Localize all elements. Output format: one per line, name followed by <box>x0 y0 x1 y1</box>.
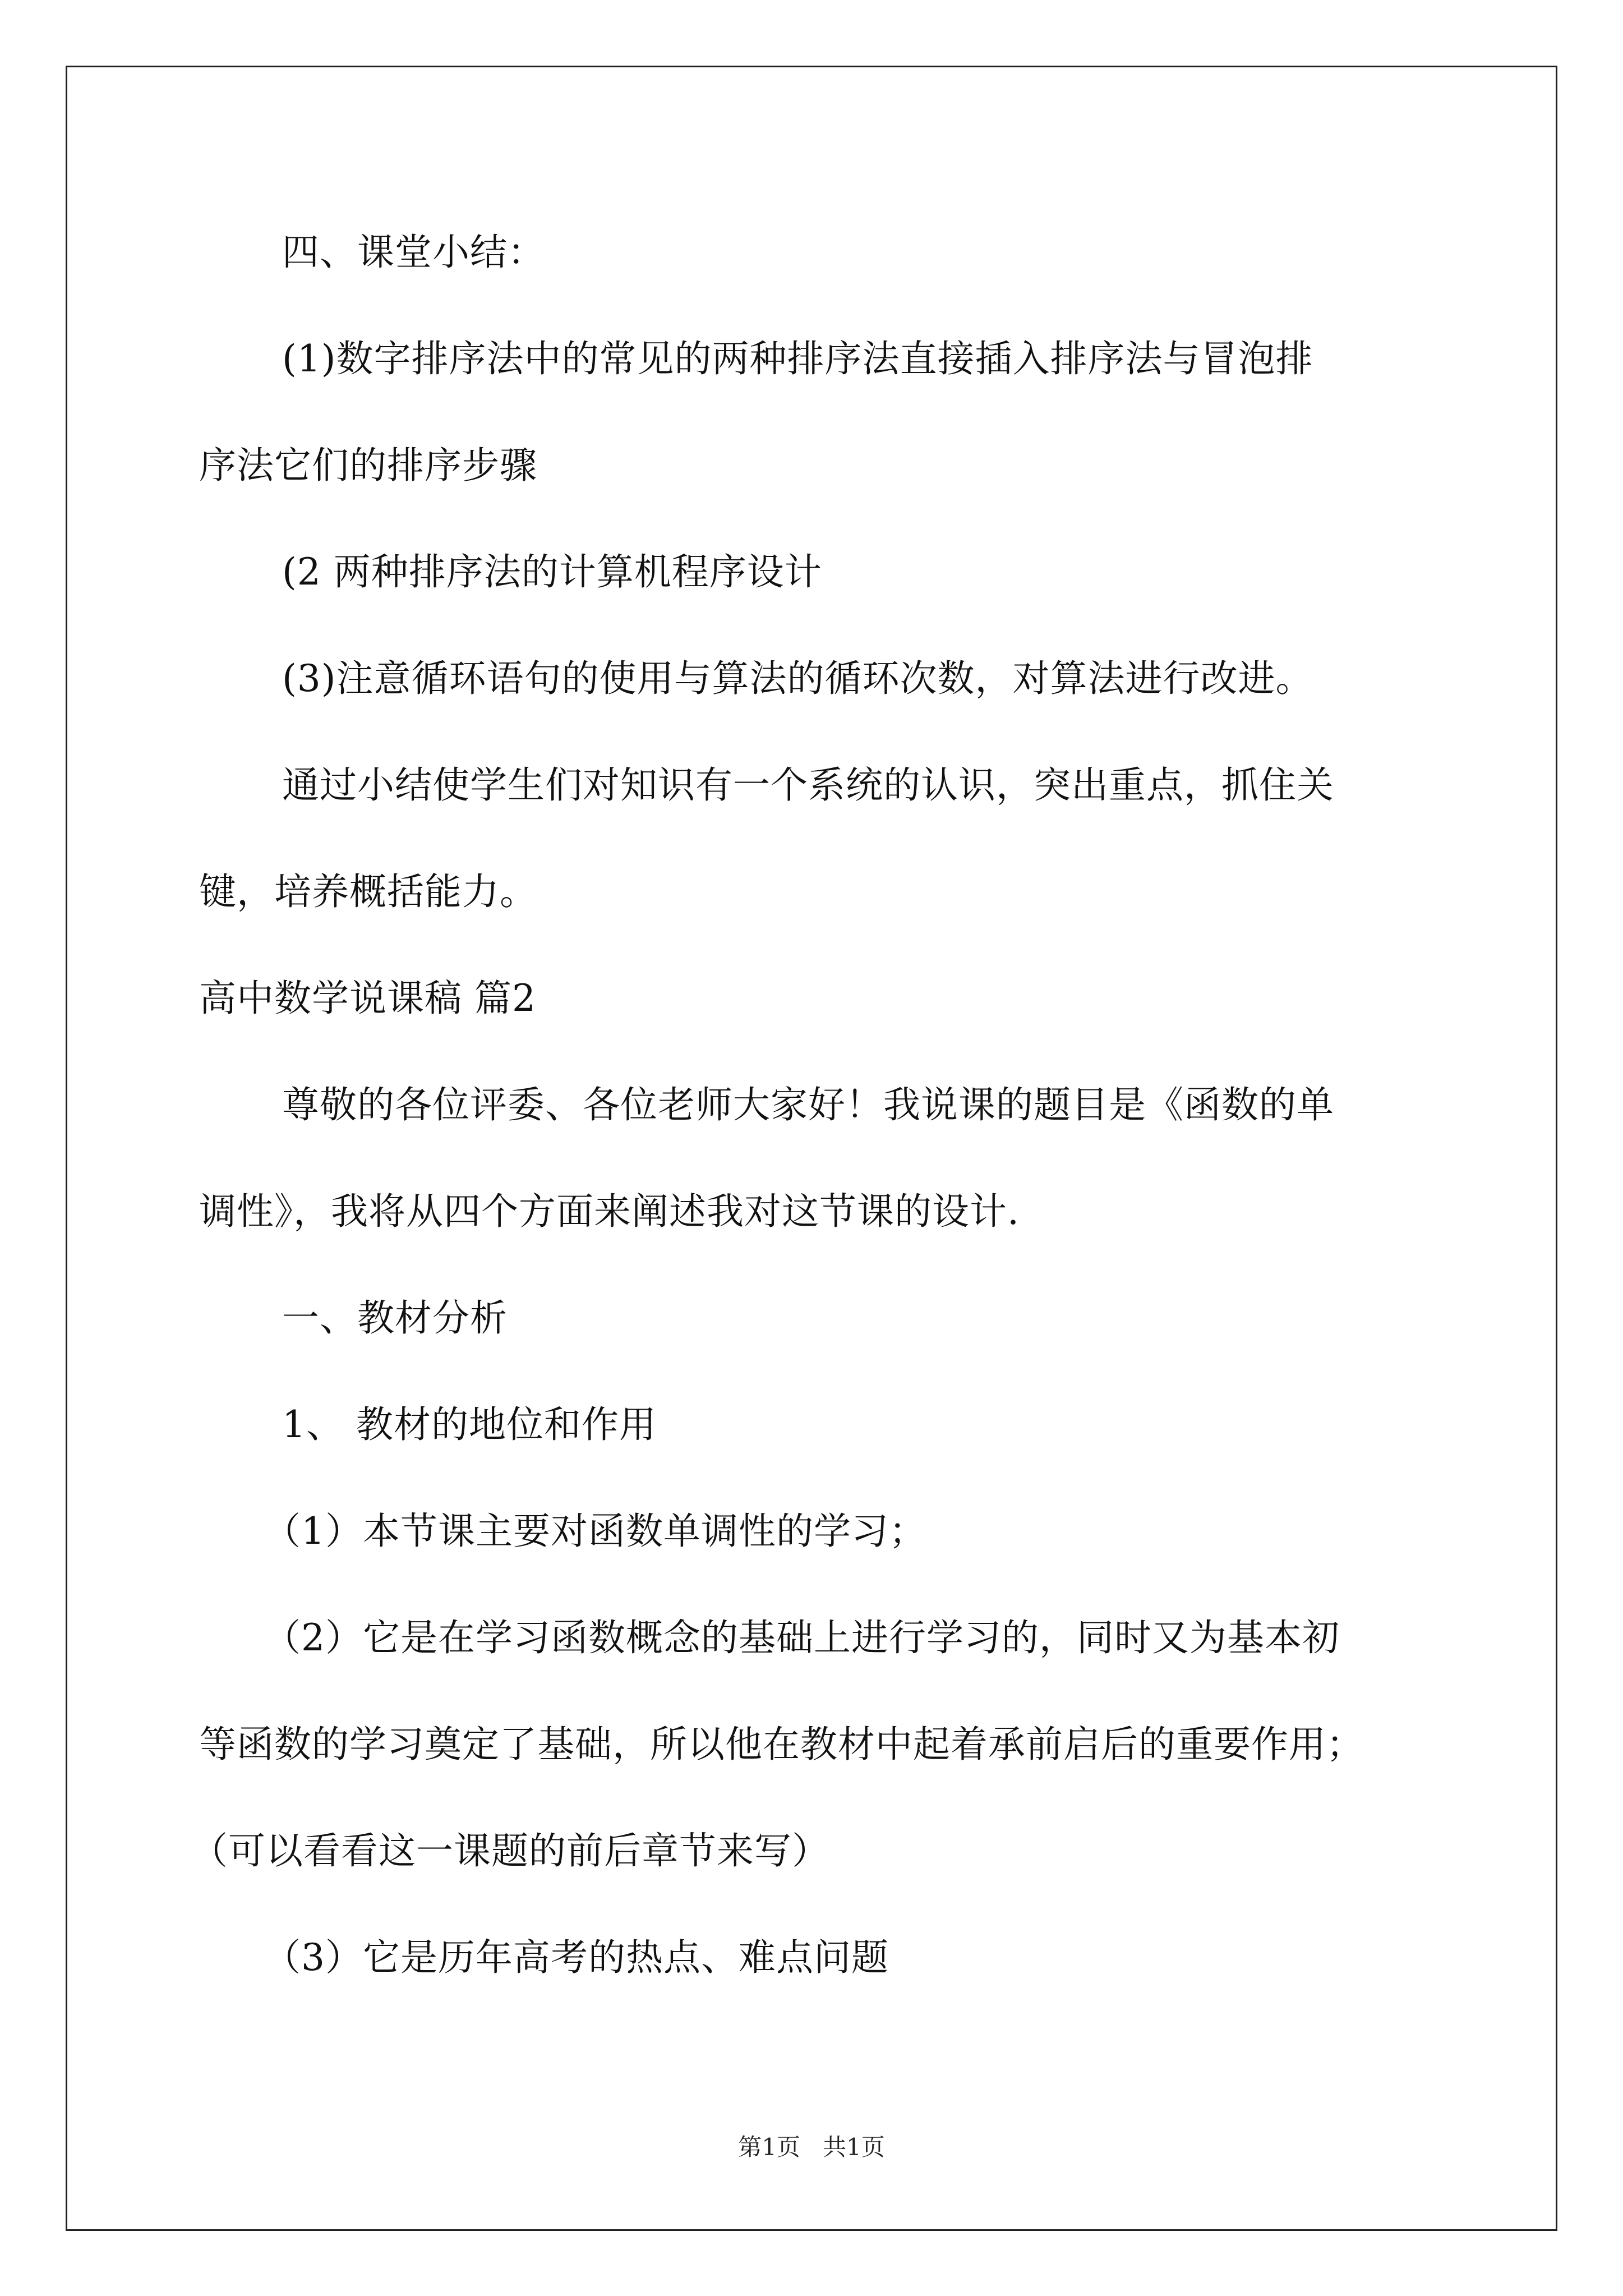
summary-paragraph-continued: 键，培养概括能力。 <box>199 870 537 913</box>
page-number-footer: 第1页 共1页 <box>738 2133 885 2161</box>
subsection-heading-role: 1、 教材的地位和作用 <box>282 1403 657 1446</box>
role-point-2-continued: 等函数的学习奠定了基础，所以他在教材中起着承前启后的重要作用； <box>199 1723 1364 1766</box>
role-point-2-note: （可以看看这一课题的前后章节来写） <box>191 1829 829 1872</box>
section-heading-textbook-analysis: 一、教材分析 <box>282 1296 508 1340</box>
intro-paragraph-continued: 调性》，我将从四个方面来阐述我对这节课的设计. <box>199 1190 1020 1233</box>
role-point-3: （3）它是历年高考的热点、难点问题 <box>264 1936 889 1979</box>
summary-point-1-continued: 序法它们的排序步骤 <box>199 444 537 487</box>
intro-paragraph: 尊敬的各位评委、各位老师大家好！我说课的题目是《函数的单 <box>282 1083 1334 1126</box>
summary-paragraph: 通过小结使学生们对知识有一个系统的认识，突出重点，抓住关 <box>282 763 1334 807</box>
role-point-2: （2）它是在学习函数概念的基础上进行学习的，同时又为基本初 <box>264 1616 1340 1659</box>
summary-point-1: (1)数字排序法中的常见的两种排序法直接插入排序法与冒泡排 <box>282 337 1313 380</box>
role-point-1: （1）本节课主要对函数单调性的学习； <box>264 1510 926 1553</box>
page-border <box>66 66 1557 2231</box>
section-heading-summary: 四、课堂小结： <box>282 231 545 274</box>
summary-point-2: (2 两种排序法的计算机程序设计 <box>282 550 822 593</box>
summary-point-3: (3)注意循环语句的使用与算法的循环次数，对算法进行改进。 <box>282 657 1313 700</box>
article-title: 高中数学说课稿 篇2 <box>199 977 536 1020</box>
